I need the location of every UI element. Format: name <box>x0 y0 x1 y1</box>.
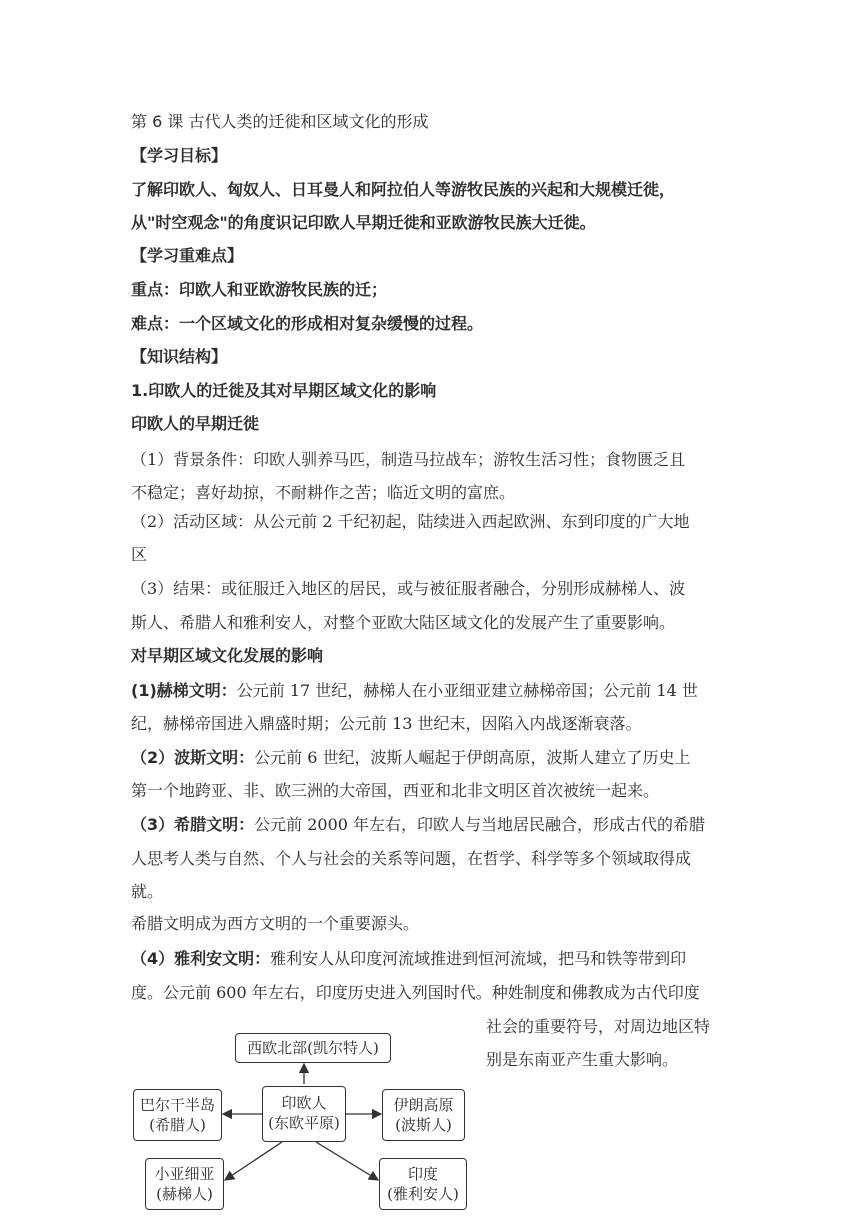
node-indo-europeans: 印欧人 (东欧平原) <box>262 1086 346 1142</box>
node-india: 印度 (雅利安人) <box>379 1158 467 1210</box>
node-balkans: 巴尔干半岛 (希腊人) <box>133 1089 222 1141</box>
region-para-line2: 区 <box>131 545 148 564</box>
goals-text-line1: 了解印欧人、匈奴人、日耳曼人和阿拉伯人等游牧民族的兴起和大规模迁徙， <box>131 180 676 199</box>
structure-header: 【知识结构】 <box>131 347 228 366</box>
greek-para-line3: 就。 <box>131 882 164 901</box>
sub2-title: 对早期区域文化发展的影响 <box>131 646 324 665</box>
greek-text: 公元前 2000 年左右，印欧人与当地居民融合，形成古代的希腊 <box>254 815 706 834</box>
aryan-label: （4）雅利安文明： <box>131 949 271 968</box>
difficult-point: 难点：一个区域文化的形成相对复杂缓慢的过程。 <box>131 314 484 333</box>
result-para-line1: （3）结果：或征服迁入地区的居民，或与被征服者融合，分别形成赫梯人、波 <box>131 579 686 598</box>
aryan-text: 雅利安人从印度河流域推进到恒河流域，把马和铁等带到印 <box>270 949 687 968</box>
persian-para-line2: 第一个地跨亚、非、欧三洲的大帝国，西亚和北非文明区首次被统一起来。 <box>131 781 660 800</box>
aryan-para-line4: 别是东南亚产生重大影响。 <box>486 1050 679 1069</box>
persian-label: （2）波斯文明： <box>131 748 255 767</box>
node-western-europe: 西欧北部(凯尔特人) <box>235 1033 391 1063</box>
key-header: 【学习重难点】 <box>131 246 244 265</box>
background-para-line1: （1）背景条件：印欧人驯养马匹，制造马拉战车；游牧生活习性；食物匮乏且 <box>131 450 686 469</box>
persian-text: 公元前 6 世纪，波斯人崛起于伊朗高原，波斯人建立了历史上 <box>254 748 691 767</box>
goals-text-line2: 从"时空观念"的角度识记印欧人早期迁徙和亚欧游牧民族大迁徙。 <box>131 213 596 232</box>
background-para-line2: 不稳定；喜好劫掠，不耐耕作之苦；临近文明的富庶。 <box>131 483 516 502</box>
hittite-para-line2: 纪，赫梯帝国进入鼎盛时期；公元前 13 世纪末，因陷入内战逐渐衰落。 <box>131 714 642 733</box>
arrow-to-india <box>316 1142 378 1180</box>
hittite-text: 公元前 17 世纪，赫梯人在小亚细亚建立赫梯帝国；公元前 14 世 <box>236 681 698 700</box>
greek-label: （3）希腊文明： <box>131 815 255 834</box>
greek-para-line2: 人思考人类与自然、个人与社会的关系等问题，在哲学、科学等多个领域取得成 <box>131 849 692 868</box>
lesson-title: 第 6 课 古代人类的迁徙和区域文化的形成 <box>131 112 429 131</box>
hittite-label: (1)赫梯文明： <box>131 681 237 700</box>
greek-source-line: 希腊文明成为西方文明的一个重要源头。 <box>131 914 420 933</box>
node-asia-minor: 小亚细亚 (赫梯人) <box>145 1158 224 1210</box>
section1-title: 1.印欧人的迁徙及其对早期区域文化的影响 <box>131 381 437 400</box>
node-iran: 伊朗高原 (波斯人) <box>382 1089 465 1141</box>
region-para-line1: （2）活动区域：从公元前 2 千纪初起，陆续进入西起欧洲、东到印度的广大地 <box>131 512 690 531</box>
key-point: 重点：印欧人和亚欧游牧民族的迁； <box>131 280 388 299</box>
sub1-title: 印欧人的早期迁徙 <box>131 414 260 433</box>
aryan-para-line2: 度。公元前 600 年左右，印度历史进入列国时代。种姓制度和佛教成为古代印度 <box>131 983 700 1002</box>
arrow-to-asia-minor <box>225 1142 282 1180</box>
result-para-line2: 斯人、希腊人和雅利安人，对整个亚欧大陆区域文化的发展产生了重要影响。 <box>131 613 676 632</box>
aryan-para-line3: 社会的重要符号，对周边地区特 <box>486 1017 711 1036</box>
goals-header: 【学习目标】 <box>131 146 228 165</box>
